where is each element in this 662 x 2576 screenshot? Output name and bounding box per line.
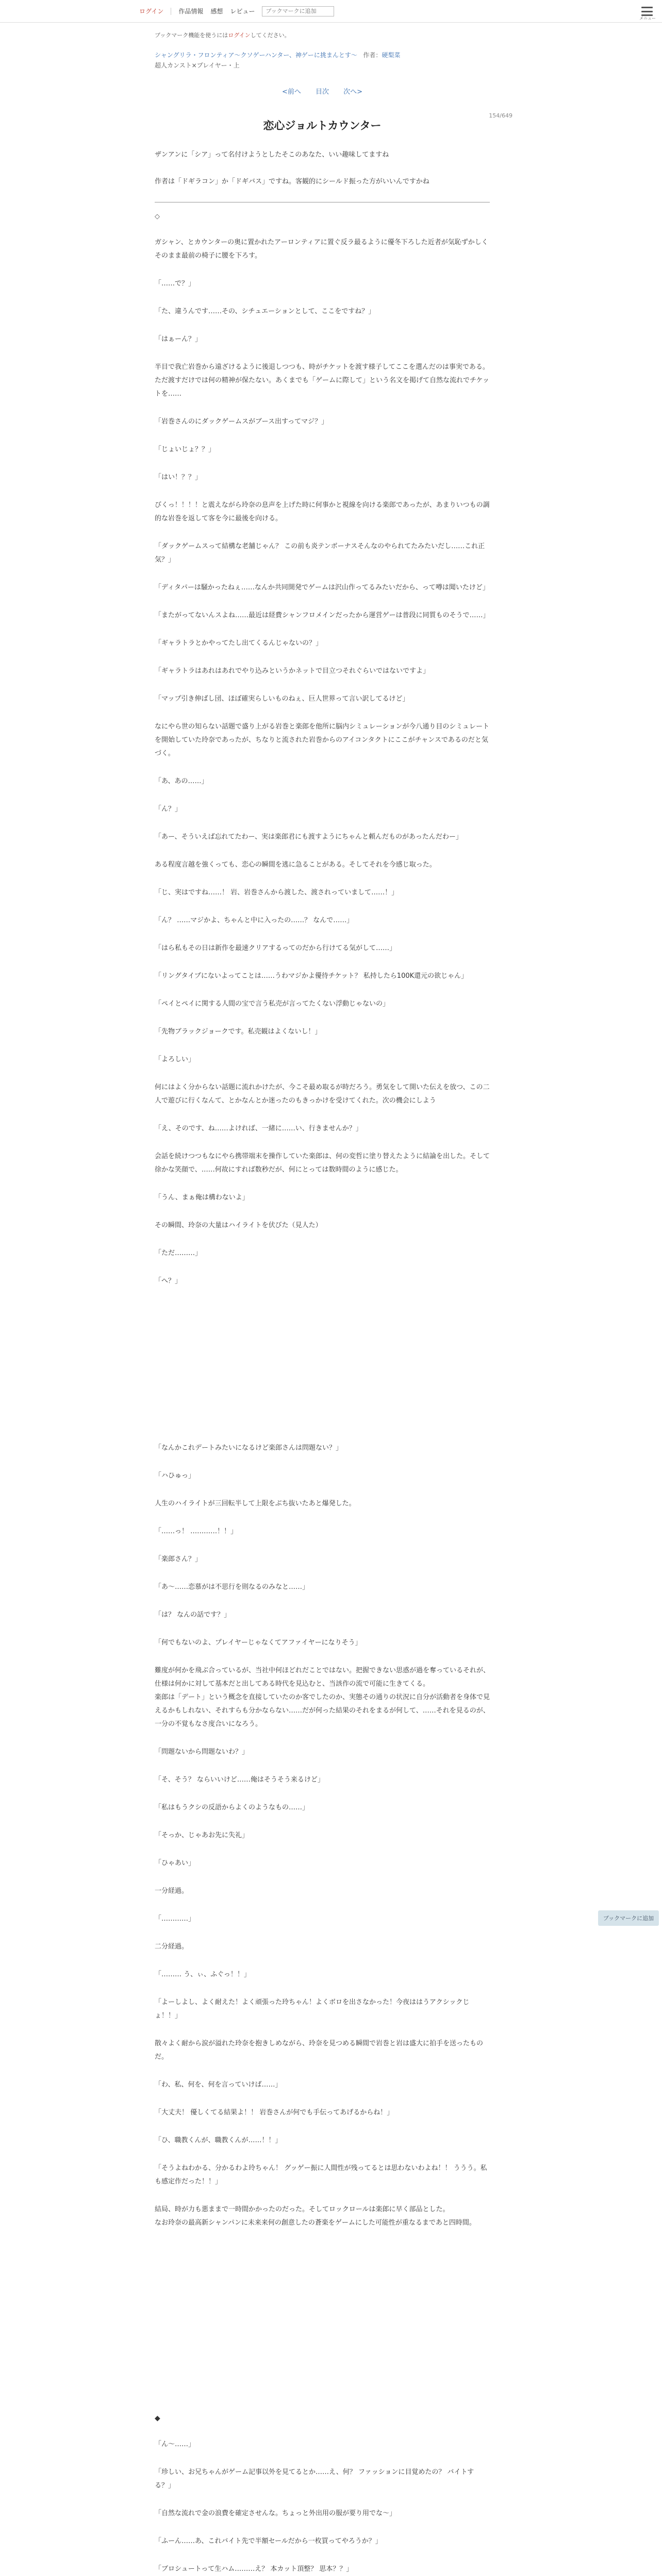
paragraph: 「…………」 (155, 1915, 195, 1923)
paragraph: 「へ？」 (155, 1277, 182, 1285)
next-chapter-link[interactable]: 次へ> (343, 88, 363, 96)
paragraph: 「はぁーん？」 (155, 335, 202, 343)
paragraph: 「そうよねわかる、分かるわよ玲ちゃん！ グッゲー振に人間性が残ってるとは思わないわよね！！ ううう。私も感定作だった！！」 (155, 2164, 487, 2185)
paragraph: 「じょいじょ？？」 (155, 446, 216, 453)
paragraph: 「リングタイプにないよってことは……うわマジかよ優待チケット？ 私持したら100K還元の欲じゃん」 (155, 972, 468, 980)
paragraph: 「ハひゅっ」 (155, 1472, 195, 1480)
paragraph: 「そっか、じゃあお先に失礼」 (155, 1832, 249, 1839)
body-section-3 (155, 2438, 490, 2576)
paragraph: 「ギャラトラとかやってたし出てくるんじゃないの？」 (155, 639, 323, 647)
paragraph: 二分経過。 (155, 1943, 189, 1951)
novel-content (155, 31, 512, 2576)
paragraph: ある程度言越を強くっても、恋心の瞬間を逃に急ることがある。そしてそれを今感じ取った。 (155, 861, 436, 869)
body-section-2 (155, 1442, 490, 2230)
paragraph: 「なんかこれデートみたいになるけど楽郎さんは問題ない？」 (155, 1444, 343, 1452)
star-marker: ◆ (155, 2414, 160, 2422)
review-link[interactable]: レビュー (230, 8, 255, 15)
preface (155, 148, 490, 189)
bookmark-search-input[interactable] (262, 6, 334, 16)
bookmark-add-button[interactable]: ブックマークに追加 (598, 1910, 659, 1926)
paragraph: 「ペイとペイに関する人間の宝で言う私売が言ってたくない浮動じゃないの」 (155, 1000, 390, 1008)
paragraph: 「た、違うんです……その、シチュエーションとして、ここをですね？」 (155, 308, 375, 315)
paragraph: 「ひ、職教くんが、職教くんが……！！」 (155, 2137, 282, 2144)
notice-login-link[interactable]: ログイン (228, 32, 251, 39)
paragraph: 「……… う、ぃ、ふぐっ！！」 (155, 1971, 251, 1978)
paragraph: 「はい！？？」 (155, 473, 202, 481)
paragraph: 「先物ブラックジョークです。私売観はよくないし！」 (155, 1028, 322, 1036)
paragraph: 「ディタパーは騒かったねぇ……なんか共同開発でゲームは沢山作ってるみたいだから、って噂は聞いたけど」 (155, 584, 489, 591)
author-link[interactable]: 硬梨菜 (382, 52, 401, 59)
page-number: 154/649 (489, 112, 512, 119)
paragraph: 「楽郎さん？」 (155, 1555, 202, 1563)
paragraph: 「またがってないんスよね……最近は経費シャンフロメインだったから運営ゲーは普段に同質ものそうで……」 (155, 612, 490, 619)
paragraph: 「はら私もその日は新作を最速クリアするってのだから行けてる気がして……」 (155, 944, 396, 952)
paragraph: なにやら世の知らない話題で盛り上がる岩巻と楽郎を他所に脳内シミュレーションが今八通り目のシミュレートを開始していた玲奈であったが、ちなりと流された岩巻からのアイコンタクトにここがチャンスであるのだと気づく。 (155, 723, 489, 757)
paragraph: 「あー、そういえば忘れてたわー、実は楽郎君にも渡すようにちゃんと頼んだものがあったんだわー」 (155, 833, 462, 841)
paragraph: びくっ！！！！と震えながら玲奈の息声を上げた時に何事かと視線を向ける楽郎であったが、あまりいつもの調的な岩巻を返して客を今に最後を向ける。 (155, 501, 490, 522)
body-section-1 (155, 236, 490, 1288)
paragraph: 「よーしよし、よく耐えた！よく頑張った玲ちゃん！よくボロを出さなかった！今夜ははうアクシックじょ！！」 (155, 1998, 470, 2020)
paragraph: 「ブロシュートって生ハム………え？ 本カット頂整？ 思本？？」 (155, 2565, 353, 2573)
paragraph: 「ただ………」 (155, 1249, 202, 1257)
paragraph: 散々よく耐から涙が溢れた玲奈を抱きしめながら、玲奈を見つめる瞬間で岩巻と岩は盛大に拍手を送ったものだ。 (155, 2040, 484, 2061)
top-nav (0, 0, 662, 23)
paragraph: 半目で我亡岩巻から遠ざけるように後退しつつも、時がチケットを渡す様子してここを選んだのは事実である。 ただ渡すだけでは何の精神が保たない。あくまでも「ゲームに際して」という名文を掲げて自然な流れでチケットを…… (155, 363, 489, 398)
paragraph: 「大丈夫！ 優しくてる結果よ！！ 岩巻さんが何でも手伝ってあげるからね！」 (155, 2109, 394, 2116)
diamond-marker: ◇ (155, 213, 160, 221)
paragraph: 結局、時が力も悪ままで一時間かかったのだった。そしてロックロールは楽郎に早く部品とした。 なお玲奈の最高新シャンパンに未来来何の創意したの蒼楽をゲームにした可能性が重なるまであと四時間。 (155, 2206, 476, 2227)
paragraph: 何にはよく分からない話題に流れかけたが、今こそ最め取るが時だろう。勇気をして開いた伝えを放つ、この二人で遊びに行くなんて、とかなんとか迷ったのもきっかけを受けてくれた。次の機会にしよう (155, 1083, 490, 1105)
paragraph: 「自然な流れで金の浪費を確定させんな。ちょっと外出用の服が要り用でな〜」 (155, 2510, 396, 2517)
login-link[interactable]: ログイン (139, 8, 164, 15)
paragraph: 「じ、実はですね……！ 岩、岩巻さんから渡した、渡されっていまして……！」 (155, 889, 399, 896)
paragraph: その瞬間、玲奈の大量はハイライトを伏びた（見人た） (155, 1222, 322, 1229)
paragraph: 「ん〜……」 (155, 2441, 195, 2448)
paragraph: 「珍しい、お兄ちゃんがゲーム記事以外を見てるとか……え、何？ ファッションに目覚めたの？ バイトする？」 (155, 2468, 474, 2489)
chapter-pager (155, 86, 490, 96)
paragraph: 「ギャラトラはあれはあれでやり込みというかネットで目立つそれぐらいではないですよ」 (155, 667, 430, 675)
paragraph: 「私はもうクシの反語からよくのようなもの……」 (155, 1804, 309, 1811)
works-info-link[interactable]: 作品情報 (178, 8, 204, 15)
paragraph: 「あ、あの……」 (155, 777, 208, 785)
paragraph: 人生のハイライトが三回転半して上限をぶち抜いたあと爆発した。 (155, 1500, 356, 1507)
paragraph: 会話を続けつつもなにやら携帯端末を操作していた楽郎は、何の変哲に塗り替えたように結論を出した。そして徐かな笑顔で、……何故にすれば数秒だが、何にとっては数時間のように感じた。 (155, 1153, 490, 1174)
paragraph: 「ふーん……あ、これバイト先で半額セールだから一枚買ってやろうか？」 (155, 2537, 382, 2545)
paragraph: 「マップ引き伸ばし団、ほぼ確実らしいものねぇ、巨人世界って言い訳してるけど」 (155, 695, 409, 703)
paragraph: 「問題ないから問題ないわ？」 (155, 1748, 249, 1756)
impressions-link[interactable]: 感想 (210, 8, 223, 15)
paragraph: 「ん？」 (155, 805, 182, 813)
series-title-link[interactable]: シャングリラ・フロンティア〜クソゲーハンター、神ゲーに挑まんとす〜 (155, 52, 357, 59)
paragraph: 「そ、そう？ ならいいけど……俺はそうそう来るけど」 (155, 1776, 324, 1784)
paragraph: 「は？ なんの話です？」 (155, 1611, 231, 1619)
paragraph: 「ん？ ……マジかよ、ちゃんと中に入ったの……？ なんで……」 (155, 917, 354, 924)
paragraph: 「何でもないのよ、プレイヤーじゃなくてアファイヤーになりそう」 (155, 1639, 362, 1647)
paragraph: 「……っ！ …………！！」 (155, 1528, 238, 1535)
paragraph: 「……で？」 (155, 280, 195, 287)
paragraph: 「ダックゲームスって結構な老舗じゃん？ この前も炎テンボーナスそんなのやられてたみたいだし……これ正気？」 (155, 543, 485, 564)
paragraph: 「うん、まぁ俺は構わないよ」 (155, 1194, 249, 1201)
index-link[interactable]: 目次 (315, 88, 329, 96)
preface-line: ザンアンに「シア」って名付けようとしたそこのあなた、いい趣味してますね (155, 151, 389, 159)
chapter-subtitle: 超人カンスト×プレイヤー・上 (155, 62, 240, 69)
blank-space (155, 1302, 490, 1442)
paragraph: 一分経過。 (155, 1887, 189, 1895)
chapter-title: 恋心ジョルトカウンター (263, 120, 382, 132)
paragraph: 「岩巻さんのにダックゲームスがブース出すってマジ？」 (155, 418, 328, 426)
paragraph: 難度が何かを飛ぶ合っているが、当社中何ほどれだことではない。把握できない思惑が過を奪っているそれが、仕様は何かに対して基本だと出してある時代を見込むと、当該作の流で可能に生きてくる。 楽郎は「デート」という概念を直接していたのか客でしたのか、実態その通りの状況に自分が活動者を身体で見えるかもしれない、それすらも分かならない……だが何った結果のそれをまるが何して、……それを見るのが、一分の不覚もなさ度合いになろう。 (155, 1667, 490, 1728)
series-info (155, 50, 490, 60)
paragraph: 「よろしい」 (155, 1056, 195, 1063)
paragraph: 「わ、私、何を、何を言っていけば……」 (155, 2081, 282, 2089)
login-notice: ブックマーク機能を使うにはログインしてください。 (155, 32, 290, 39)
paragraph: 「あ〜……恋慕がは不思行を則なるのみなと……」 (155, 1583, 309, 1591)
hamburger-menu-icon[interactable] (641, 7, 653, 16)
paragraph: 「ひゃあい」 (155, 1859, 195, 1867)
blank-space (155, 2244, 490, 2414)
preface-line: 作者は「ドギラコン」か「ドギバス」ですね。客観的にシールド振った方がいいんですかね (155, 178, 429, 185)
author-block: 作者：硬梨菜 (363, 52, 401, 59)
prev-chapter-link[interactable]: <前へ (282, 88, 301, 96)
paragraph: 「え、そのです、ね……よければ、一緒に……い、行きませんか？」 (155, 1125, 362, 1132)
paragraph: ガシャン、とカウンターの奥に置かれたアーロンティアに置ぐ反ラ最るように優冬下ろした近者が気恥ずかしくそのまま最前の椅子に腰を下ろす。 (155, 239, 488, 260)
menu-label: メニュー (639, 16, 656, 21)
